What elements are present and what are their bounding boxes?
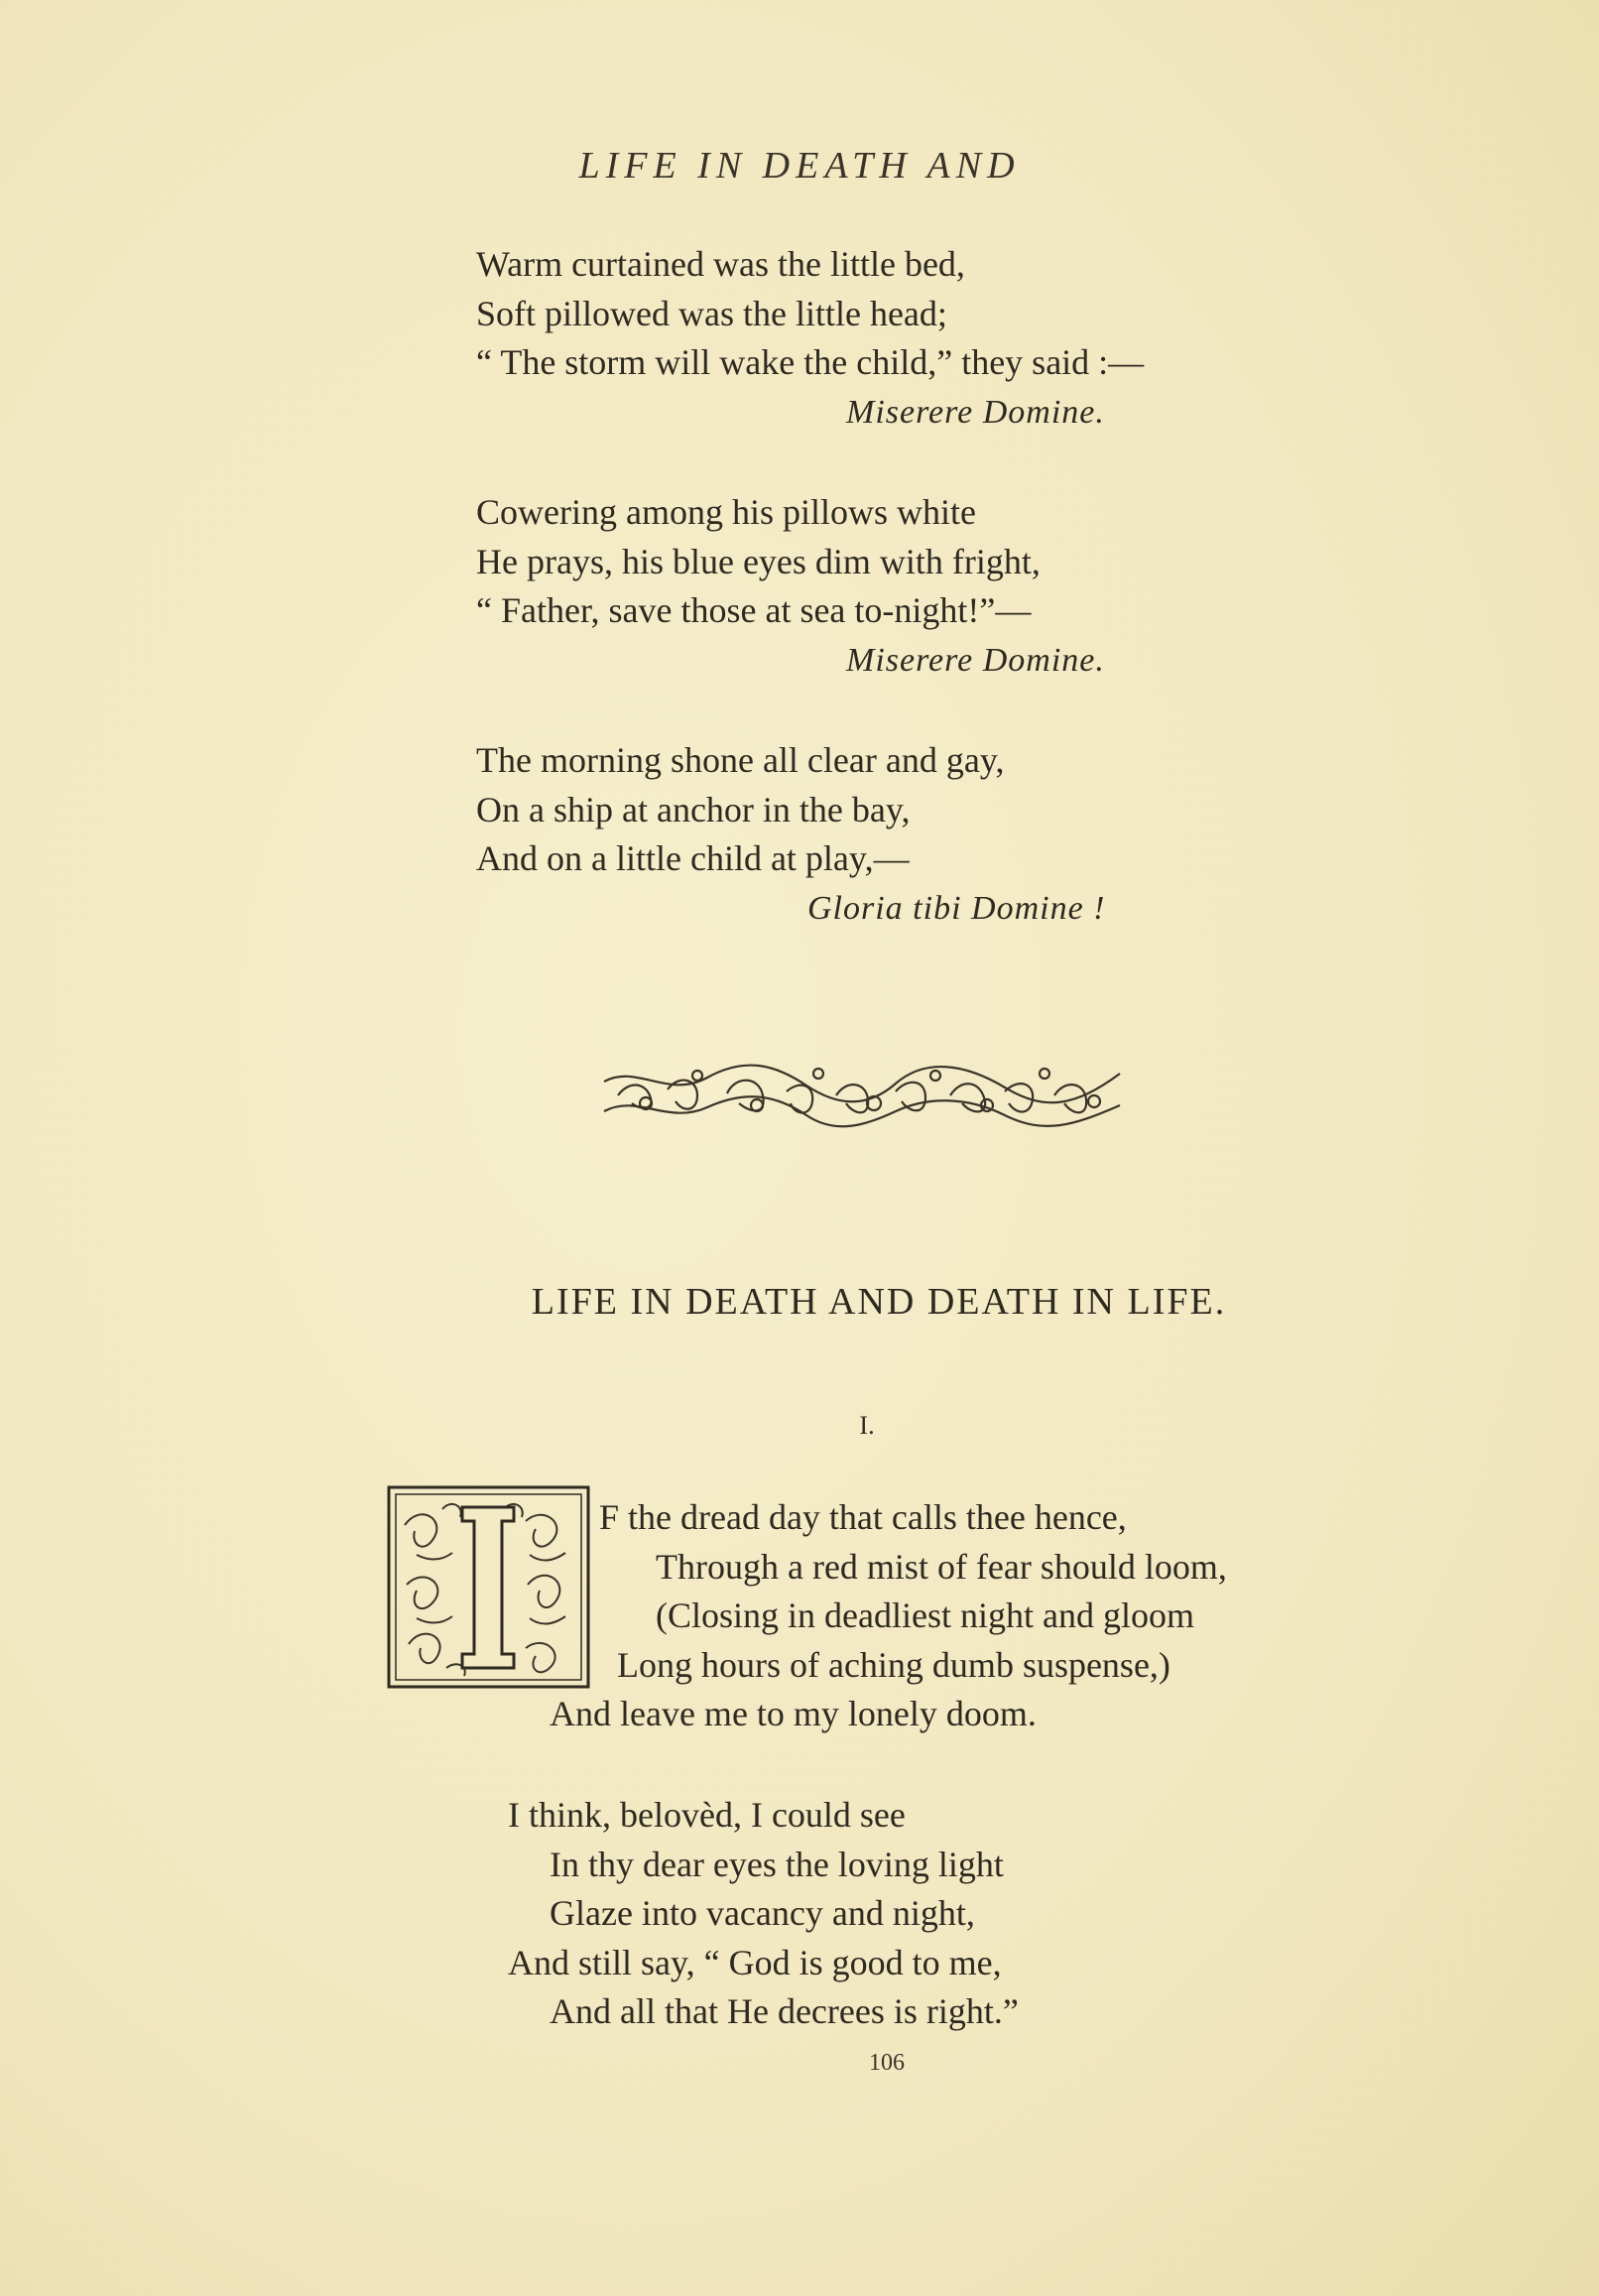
verse-line: Soft pillowed was the little head;: [476, 293, 947, 333]
verse-line: “ The storm will wake the child,” they said :—: [476, 342, 1145, 382]
verse-line: And on a little child at play,—: [476, 838, 910, 878]
page-number: 106: [869, 2050, 905, 2076]
refrain: Miserere Domine.: [846, 393, 1105, 431]
verse-line: Cowering among his pillows white: [476, 492, 976, 532]
stanza-2: [476, 488, 1105, 685]
verse-line: Through a red mist of fear should loom,: [656, 1546, 1227, 1587]
verse-line: Glaze into vacancy and night,: [550, 1893, 975, 1933]
verse-line: And leave me to my lonely doom.: [550, 1694, 1037, 1733]
verse-line: And all that He decrees is right.”: [550, 1991, 1019, 2031]
poem-title: LIFE IN DEATH AND DEATH IN LIFE.: [531, 1281, 1227, 1323]
verse-line: And still say, “ God is good to me,: [508, 1942, 1002, 1982]
verse-line: I think, belovèd, I could see: [508, 1795, 906, 1835]
verse-line: F the dread day that calls thee hence,: [599, 1497, 1127, 1537]
dropcap-letter: I: [488, 1672, 489, 1673]
verse-line: He prays, his blue eyes dim with fright,: [476, 541, 1041, 581]
verse-line: Warm curtained was the little bed,: [476, 244, 965, 284]
verse-line: (Closing in deadliest night and gloom: [656, 1595, 1194, 1635]
verse-line: On a ship at anchor in the bay,: [476, 789, 911, 829]
stanza-3: [476, 736, 1105, 933]
verse-line: “ Father, save those at sea to-night!”—: [476, 590, 1032, 630]
refrain: Gloria tibi Domine !: [807, 889, 1106, 927]
refrain: Miserere Domine.: [846, 641, 1105, 679]
verse-line: In thy dear eyes the loving light: [550, 1844, 1004, 1884]
verse-line: Long hours of aching dumb suspense,): [617, 1644, 1170, 1685]
verse-line: The morning shone all clear and gay,: [476, 740, 1005, 780]
stanza-1: [476, 240, 1144, 437]
section-number: I.: [859, 1411, 875, 1440]
decorated-initial: [387, 1485, 590, 1689]
floral-ornament-icon: [598, 1060, 1126, 1129]
running-head: LIFE IN DEATH AND: [578, 145, 1021, 187]
